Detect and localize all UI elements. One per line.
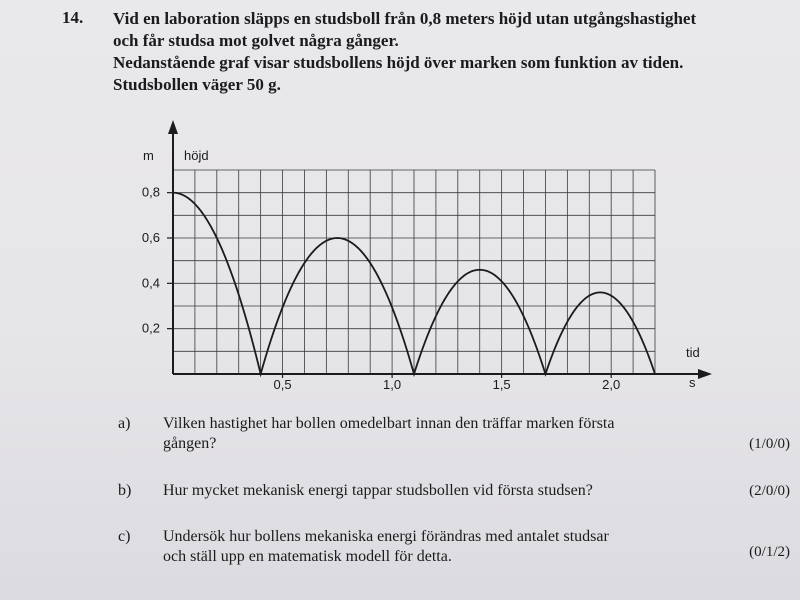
problem-number: 14. <box>62 8 84 27</box>
x-tick-label: 2,0 <box>602 377 621 392</box>
intro-line: och får studsa mot golvet några gånger. <box>113 31 399 50</box>
question-line: gången? <box>163 435 217 452</box>
intro-line: Vid en laboration släpps en studsboll från 0,8 meters höjd utan utgångshastighet <box>113 9 697 28</box>
axes <box>168 120 712 379</box>
y-axis-arrow <box>168 120 178 134</box>
x-tick-label: 1,5 <box>492 377 511 392</box>
x-axis-label: tid <box>686 345 700 360</box>
y-axis-label: höjd <box>184 148 209 163</box>
x-axis-arrow <box>698 369 712 379</box>
question-line: Hur mycket mekanisk energi tappar studsbollen vid första studsen? <box>163 482 593 499</box>
intro-line: Studsbollen väger 50 g. <box>113 75 281 94</box>
question-points: (0/1/2) <box>749 544 790 560</box>
question-line: och ställ upp en matematisk modell för detta. <box>163 548 452 565</box>
question-label: b) <box>118 482 132 499</box>
y-tick-label: 0,4 <box>141 275 160 291</box>
problem-intro <box>113 8 773 96</box>
y-ticks <box>142 185 173 336</box>
x-tick-label: 1,0 <box>383 377 402 392</box>
y-tick-label: 0,8 <box>141 184 160 200</box>
intro-line: Nedanstående graf visar studsbollens höjd över marken som funktion av tiden. <box>113 53 684 72</box>
question-label: a) <box>118 415 131 432</box>
question-label: c) <box>118 528 131 545</box>
y-unit-label: m <box>143 148 154 163</box>
question-line: Undersök hur bollens mekaniska energi förändras med antalet studsar <box>163 528 609 545</box>
height-time-graph <box>120 118 720 398</box>
question-text <box>163 527 703 567</box>
question-points: (1/0/0) <box>749 436 790 452</box>
x-unit-label: s <box>689 375 696 390</box>
question-text <box>163 481 703 501</box>
x-ticks <box>274 374 621 392</box>
y-tick-label: 0,2 <box>141 320 160 336</box>
y-tick-label: 0,6 <box>141 230 160 245</box>
grid <box>173 170 655 374</box>
question-text <box>163 414 703 454</box>
x-tick-label: 0,5 <box>273 377 292 392</box>
question-line: Vilken hastighet har bollen omedelbart innan den träffar marken första <box>163 415 615 432</box>
question-points: (2/0/0) <box>749 483 790 499</box>
